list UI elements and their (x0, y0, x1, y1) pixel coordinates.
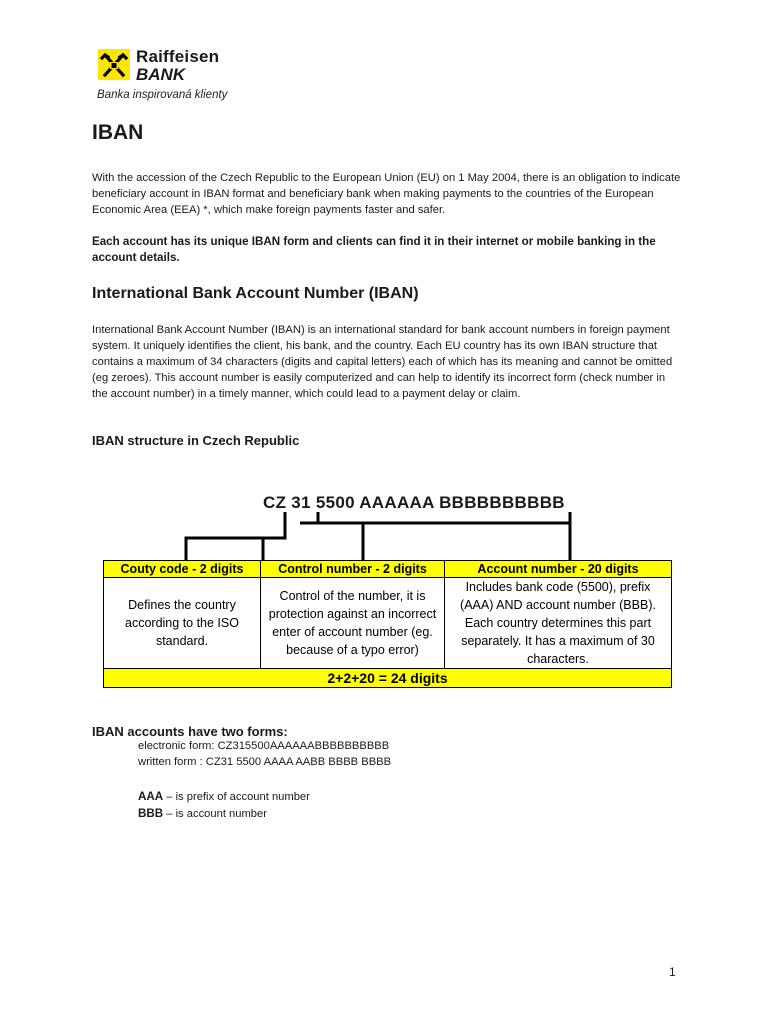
brand-tagline: Banka inspirovaná klienty (97, 89, 228, 101)
legend-aaa-term: AAA (138, 790, 164, 803)
brand-bank: BANK (136, 65, 186, 84)
country-code-description: Defines the country according to the ISO standard. (104, 578, 261, 669)
written-form: written form : CZ31 5500 AAAA AABB BBBB BBBB (138, 756, 392, 768)
section-heading: International Bank Account Number (IBAN) (92, 285, 419, 302)
account-number-header: Account number - 20 digits (445, 561, 672, 578)
page-title: IBAN (92, 121, 144, 144)
legend-aaa (138, 790, 310, 803)
page-number: 1 (669, 965, 676, 979)
legend-aaa-text: – is prefix of account number (163, 791, 310, 803)
account-number-description: Includes bank code (5500), prefix (AAA) AND account number (BBB). Each country determines this part separately. It has a maximum of 30 characters. (445, 578, 672, 669)
control-number-header: Control number - 2 digits (261, 561, 445, 578)
table-row (104, 578, 672, 669)
total-digits: 2+2+20 = 24 digits (104, 669, 672, 688)
structure-heading: IBAN structure in Czech Republic (92, 433, 300, 448)
country-code-header: Couty code - 2 digits (104, 561, 261, 578)
raiffeisen-crossed-horses-icon (98, 49, 130, 80)
table-header-row (104, 561, 672, 578)
legend-bbb-term: BBB (138, 807, 164, 820)
intro-paragraph: With the accession of the Czech Republic to the European Union (EU) on 1 May 2004, there is an obligation to indicate beneficiary account in IBAN format and beneficiary bank when making payments to the countries of the European Economic Area (EEA) *, which make foreign payments faster and safer. (92, 172, 681, 216)
iban-sample: CZ 31 5500 AAAAAA BBBBBBBBBB (263, 493, 565, 512)
brand-name: Raiffeisen (136, 47, 220, 66)
iban-structure-table (103, 560, 672, 688)
account-note: Each account has its unique IBAN form and clients can find it in their internet or mobile banking in the account details. (92, 235, 656, 264)
legend-bbb (138, 807, 267, 820)
electronic-form: electronic form: CZ315500AAAAAABBBBBBBBBB (138, 740, 390, 752)
forms-heading: IBAN accounts have two forms: (92, 724, 288, 739)
iban-description: International Bank Account Number (IBAN) is an international standard for bank account numbers in foreign payment system. It uniquely identifies the client, his bank, and the country. Each EU country has its own IBAN structure that contains a maximum of 34 characters (digits and capital letters) each of which has its meaning and cannot be omitted (eg zeroes). This account number is easily computerized and can help to identify its incorrect form (check number in the account number) in a timely manner, which could lead to a payment delay or claim. (92, 324, 673, 400)
table-total-row (104, 669, 672, 688)
control-number-description: Control of the number, it is protection against an incorrect enter of account number (eg. because of a typo error) (261, 578, 445, 669)
legend-bbb-text: – is account number (163, 808, 267, 820)
